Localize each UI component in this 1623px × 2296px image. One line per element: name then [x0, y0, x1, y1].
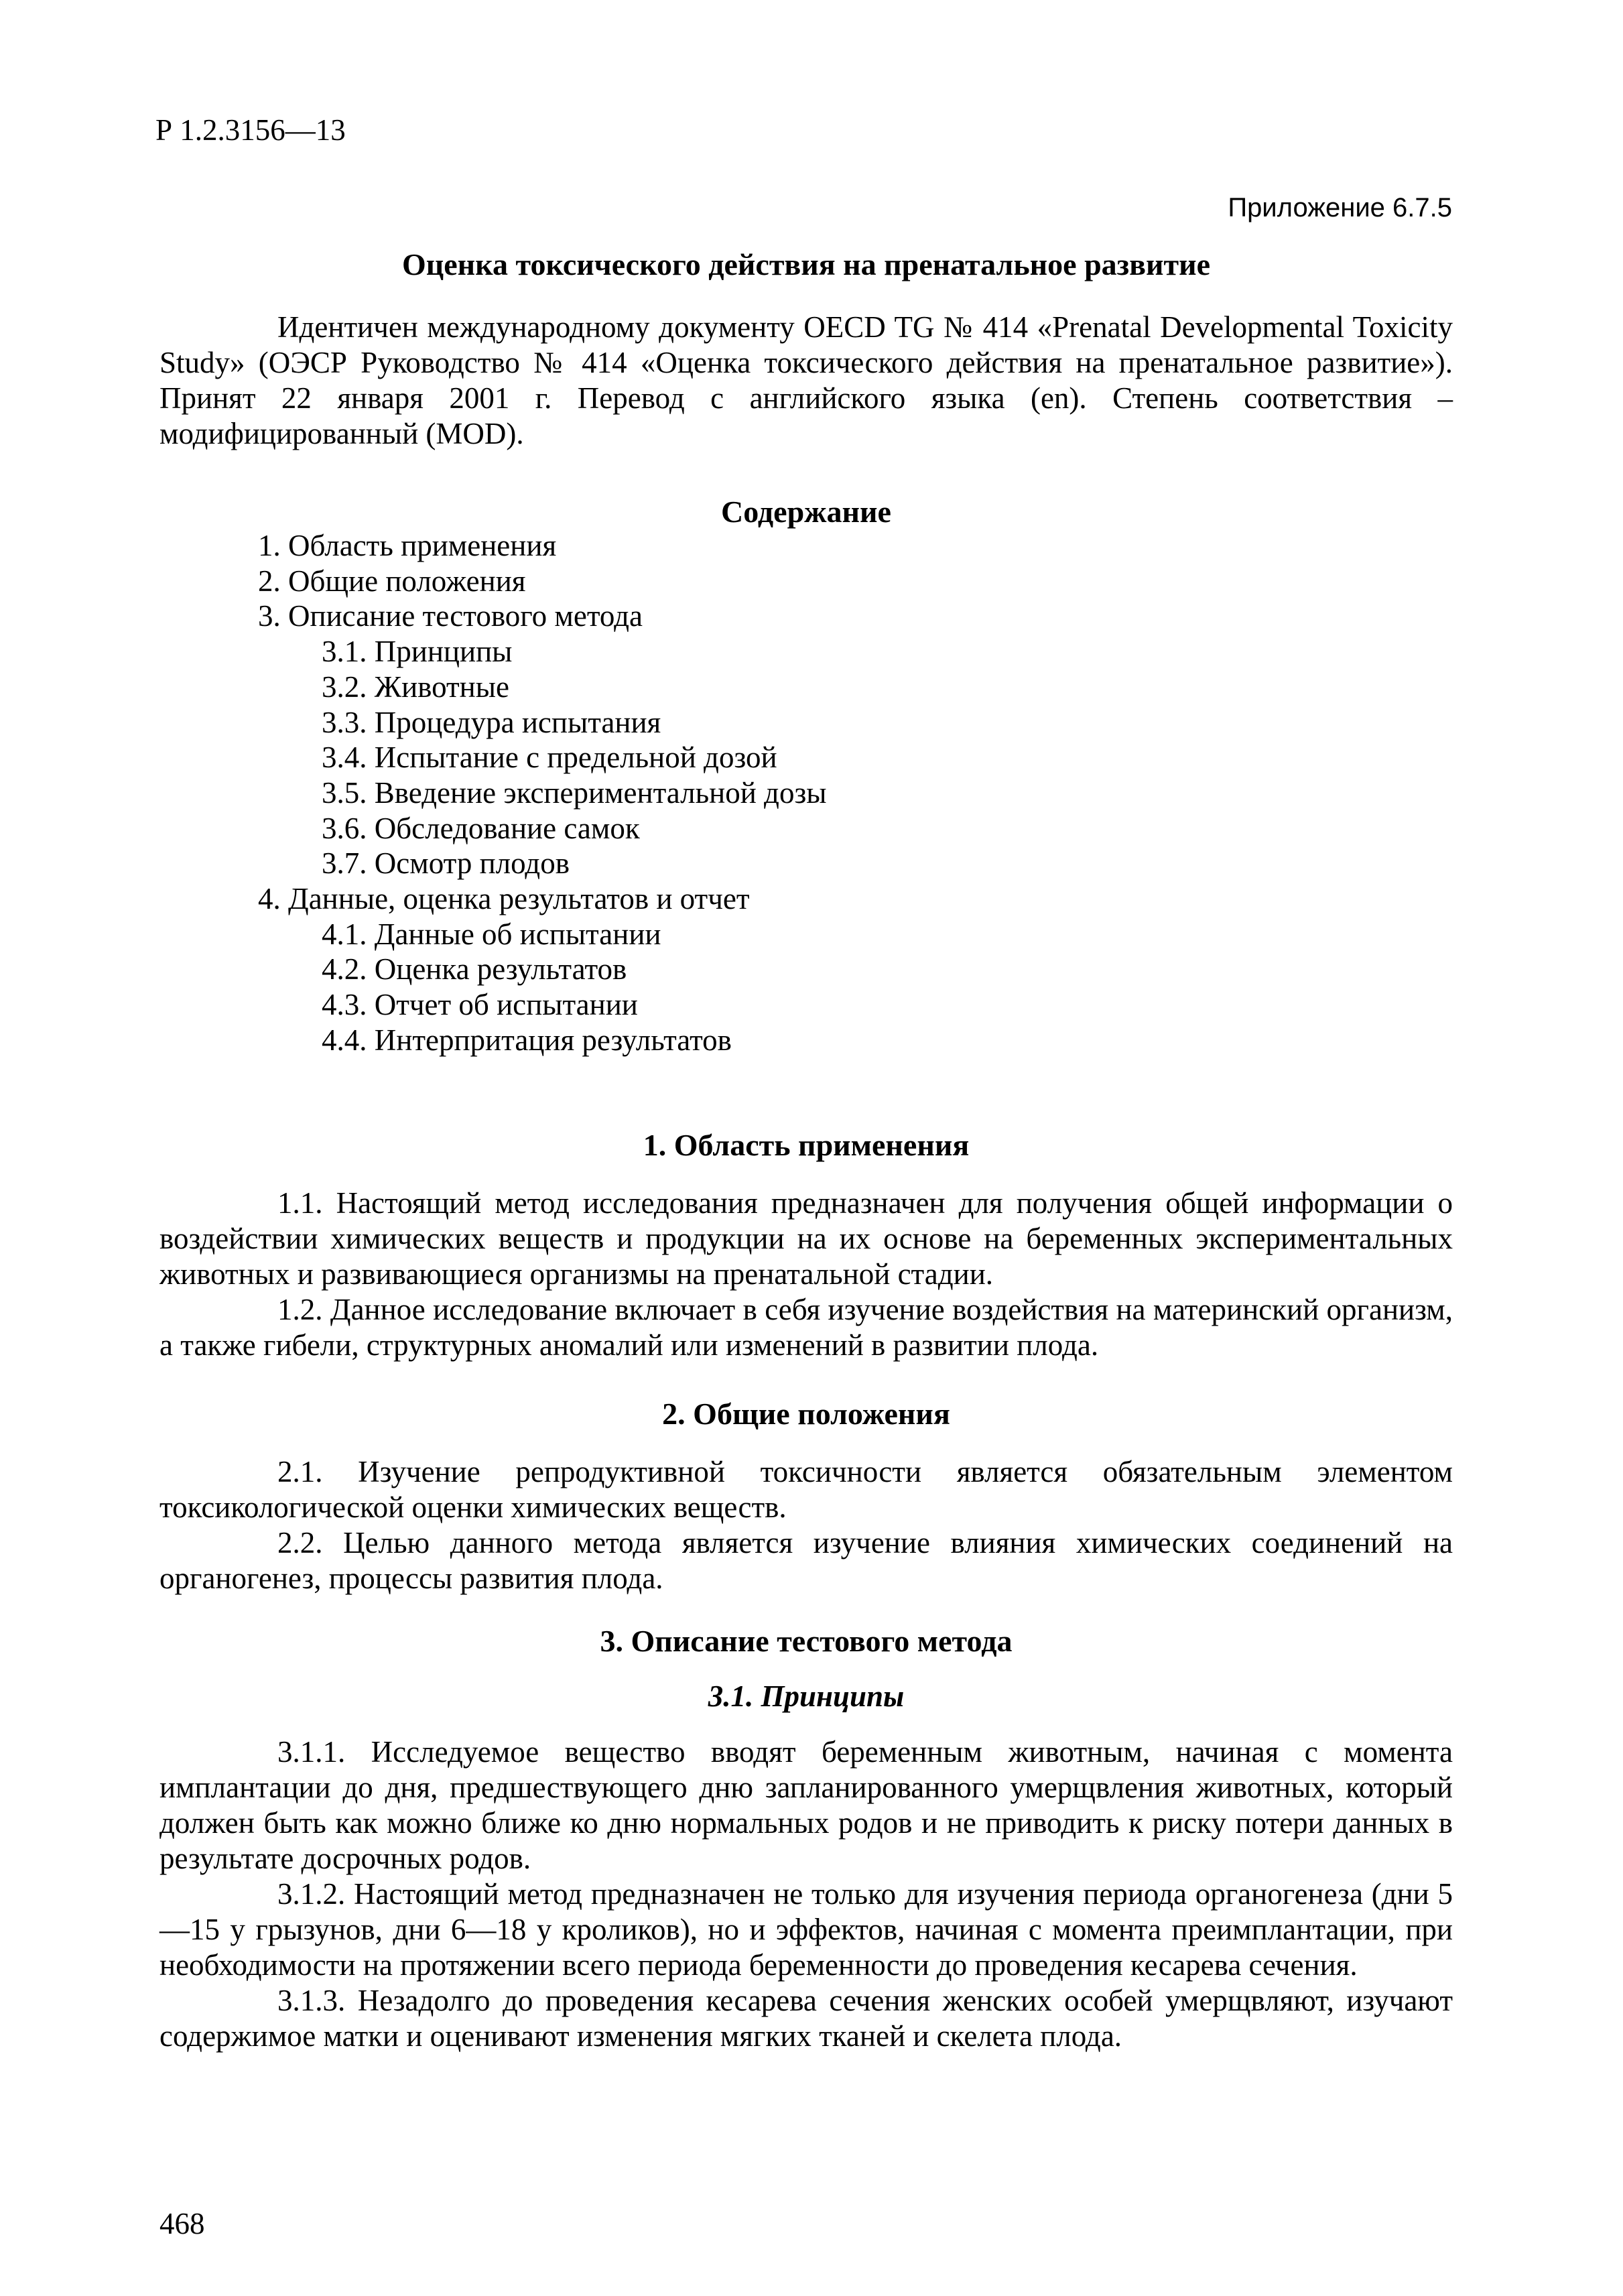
paragraph: 2.2. Целью данного метода является изучение влияния химических соединений на органогенез, процессы развития плода.	[159, 1526, 1453, 1595]
toc-item: 3.2. Животные	[322, 669, 509, 704]
section-heading: 1. Область применения	[643, 1128, 970, 1162]
document-title: Оценка токсического действия на пренатальное развитие	[401, 247, 1211, 281]
subsection-heading: 3.1. Принципы	[708, 1679, 905, 1713]
toc-item: 3. Описание тестового метода	[258, 599, 643, 633]
toc-item: 1. Область применения	[258, 529, 557, 562]
paragraph: 3.1.1. Исследуемое вещество вводят беременным животным, начиная с момента имплантации до дня, предшествующего дню запланированного умерщвления животных, который должен быть как можно ближе ко дню нормальных родов и не приводить к риску потери данных в результате досрочных родов.	[159, 1735, 1453, 1875]
section-2	[159, 1396, 1453, 1596]
paragraph: 3.1.2. Настоящий метод предназначен не только для изучения периода органогенеза (дни 5—15 у грызунов, дни 6—18 у кроликов), но и эффектов, начиная с момента преимплантации, при необходимости на протяжении всего периода беременности до проведения кесарева сечения.	[159, 1877, 1453, 1982]
toc-item: 3.5. Введение экспериментальной дозы	[322, 775, 827, 810]
appendix-label: Приложение 6.7.5	[1228, 193, 1452, 222]
toc-title: Содержание	[721, 495, 891, 529]
toc-item: 4.1. Данные об испытании	[322, 917, 661, 951]
toc-item: 4.3. Отчет об испытании	[322, 988, 638, 1022]
section-1	[159, 1127, 1453, 1363]
toc-item: 3.4. Испытание с предельной дозой	[322, 741, 777, 775]
toc-item: 4.2. Оценка результатов	[322, 952, 627, 986]
paragraph: 2.1. Изучение репродуктивной токсичности является обязательным элементом токсикологической оценки химических веществ.	[159, 1455, 1453, 1524]
toc-item: 4. Данные, оценка результатов и отчет	[258, 882, 750, 915]
section-heading: 2. Общие положения	[662, 1397, 950, 1431]
paragraph: 1.1. Настоящий метод исследования предназначен для получения общей информации о воздействии химических веществ и продукции на их основе на беременных экспериментальных животных и развивающиеся организмы на пренатальной стадии.	[159, 1186, 1453, 1291]
toc-item: 3.6. Обследование самок	[322, 811, 640, 845]
toc-item: 3.3. Процедура испытания	[322, 705, 661, 739]
toc-item: 3.7. Осмотр плодов	[322, 846, 570, 881]
section-3	[159, 1623, 1453, 2054]
section-heading: 3. Описание тестового метода	[600, 1624, 1013, 1658]
paragraph: 3.1.3. Незадолго до проведения кесарева сечения женских особей умерщвляют, изучают содержимое матки и оценивают изменения мягких тканей и скелета плода.	[159, 1984, 1453, 2053]
toc-item: 4.4. Интерпритация результатов	[322, 1023, 732, 1057]
paragraph: 1.2. Данное исследование включает в себя изучение воздействия на материнский организм, а также гибели, структурных аномалий или изменений в развитии плода.	[159, 1293, 1453, 1362]
document-code: Р 1.2.3156—13	[155, 113, 346, 147]
intro-paragraph: Идентичен международному документу OECD TG № 414 «Prenatal Developmental Toxicity Study» (ОЭСР Руководство № 414 «Оценка токсического действия на пренатальное развитие»). Принят 22 января 2001 г. Перевод с английского языка (en). Степень соответствия – модифицированный (MOD).	[159, 310, 1453, 450]
page-number: 468	[159, 2207, 205, 2240]
toc-item: 3.1. Принципы	[322, 635, 513, 669]
toc-item: 2. Общие положения	[258, 564, 526, 598]
